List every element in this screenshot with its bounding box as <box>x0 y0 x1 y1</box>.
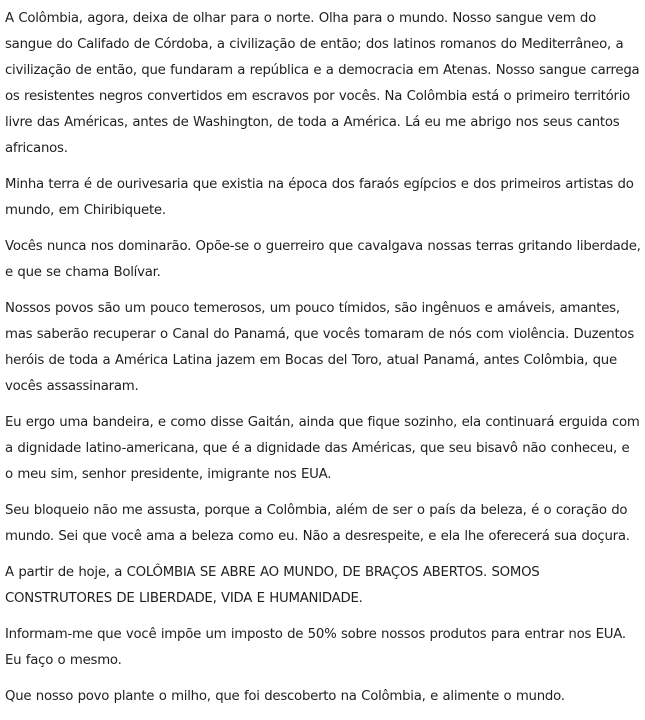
paragraph-4: Nossos povos são um pouco temerosos, um pouco tímidos, são ingênuos e amáveis, amantes, mas saberão recuperar o Canal do Panamá, que vocês tomaram de nós com violência. Duzentos heróis de toda a América Latina jazem em Bocas del Toro, atual Panamá, antes Colômbia, que vocês assassinaram. <box>5 301 634 394</box>
paragraph-3: Vocês nunca nos dominarão. Opõe-se o guerreiro que cavalgava nossas terras gritando liberdade, e que se chama Bolívar. <box>5 239 641 280</box>
paragraph-8: Informam-me que você impõe um imposto de 50% sobre nossos produtos para entrar nos EUA. Eu faço o mesmo. <box>5 627 626 668</box>
paragraph-7: A partir de hoje, a COLÔMBIA SE ABRE AO MUNDO, DE BRAÇOS ABERTOS. SOMOS CONSTRUTORES DE LIBERDADE, VIDA E HUMANIDADE. <box>5 565 540 606</box>
paragraph-6: Seu bloqueio não me assusta, porque a Colômbia, além de ser o país da beleza, é o coração do mundo. Sei que você ama a beleza como eu. Não a desrespeite, e ela lhe oferecerá sua doçura. <box>5 503 630 544</box>
document-body <box>5 6 641 720</box>
paragraph-2: Minha terra é de ourivesaria que existia na época dos faraós egípcios e dos primeiros artistas do mundo, em Chiribiquete. <box>5 177 634 218</box>
paragraph-5: Eu ergo uma bandeira, e como disse Gaitán, ainda que fique sozinho, ela continuará erguida com a dignidade latino-americana, que é a dignidade das Américas, que seu bisavô não conheceu, e o meu sim, senhor presidente, imigrante nos EUA. <box>5 415 640 482</box>
paragraph-1: A Colômbia, agora, deixa de olhar para o norte. Olha para o mundo. Nosso sangue vem do sangue do Califado de Córdoba, a civilização de então; dos latinos romanos do Mediterrâneo, a civilização de então, que fundaram a república e a democracia em Atenas. Nosso sangue carrega os resistentes negros convertidos em escravos por vocês. Na Colômbia está o primeiro território livre das Américas, antes de Washington, de toda a América. Lá eu me abrigo nos seus cantos africanos. <box>5 11 640 156</box>
paragraph-9: Que nosso povo plante o milho, que foi descoberto na Colômbia, e alimente o mundo. <box>5 689 565 704</box>
